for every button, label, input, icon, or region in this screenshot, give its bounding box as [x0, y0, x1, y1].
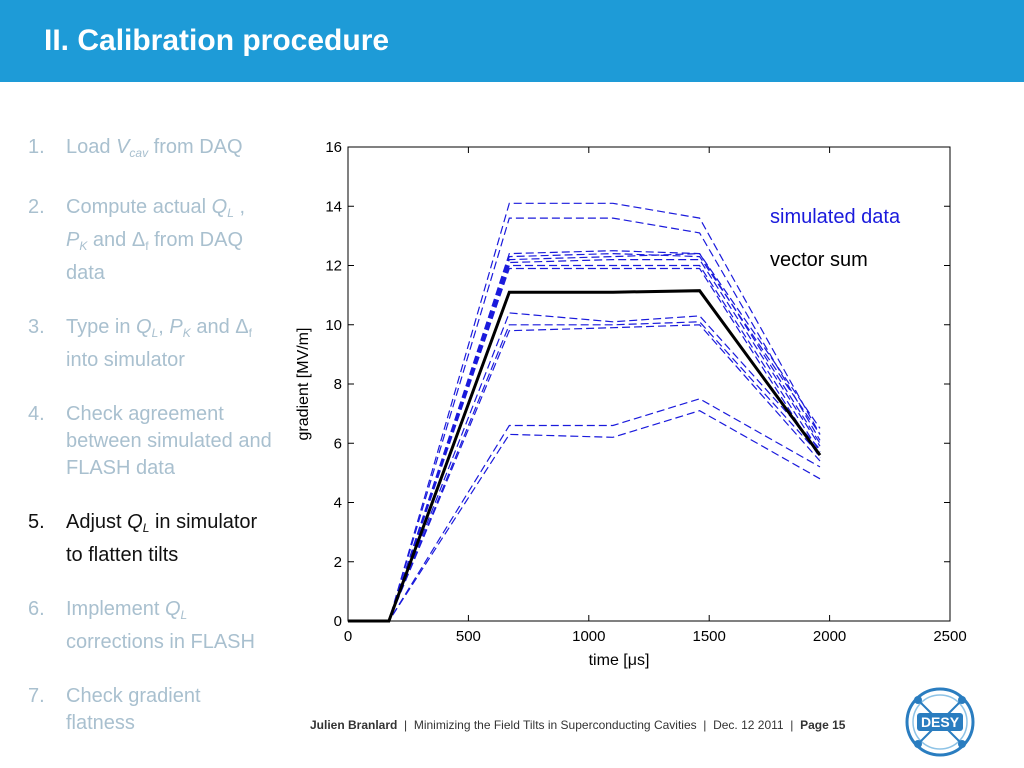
footer-separator: |: [790, 718, 794, 732]
symbol: P: [169, 316, 183, 338]
symbol: V: [116, 136, 130, 158]
step-number: 7.: [28, 685, 45, 707]
step-text: to flatten tilts: [66, 544, 179, 566]
y-tick-label: 4: [333, 494, 342, 512]
step-text: Compute actual: [66, 196, 212, 218]
step-text: in simulator: [149, 511, 258, 533]
x-tick-label: 2500: [933, 628, 967, 645]
step-6: [28, 596, 298, 656]
symbol: Q: [127, 511, 143, 533]
subscript: L: [227, 206, 234, 220]
step-number: 4.: [28, 403, 45, 425]
step-text: into simulator: [66, 349, 185, 371]
subscript: L: [151, 326, 159, 340]
x-tick-label: 1500: [692, 628, 726, 645]
step-text: data: [66, 262, 105, 284]
y-tick-label: 14: [325, 198, 342, 216]
subscript: K: [79, 239, 88, 253]
gradient-chart: [292, 130, 982, 680]
step-text: corrections in FLASH: [66, 631, 255, 653]
step-2: [28, 194, 298, 287]
step-3: [28, 314, 298, 374]
step-text: Check gradient flatness: [66, 685, 201, 734]
steps-list: [28, 134, 298, 764]
subscript: cav: [129, 146, 149, 160]
step-text: Adjust: [66, 511, 128, 533]
step-7: [28, 683, 246, 737]
footer-separator: |: [703, 718, 707, 732]
subscript: K: [182, 326, 191, 340]
footer-date: Dec. 12 2011: [713, 718, 784, 732]
subscript: L: [180, 608, 188, 622]
desy-logo: [904, 686, 976, 758]
x-tick-label: 500: [455, 628, 481, 645]
step-text: Load: [66, 136, 117, 158]
y-tick-label: 16: [325, 139, 342, 156]
x-axis-label: time [μs]: [588, 652, 650, 669]
step-4: [28, 401, 298, 482]
y-axis-label: gradient [MV/m]: [295, 327, 312, 441]
x-tick-label: 1000: [572, 628, 606, 645]
y-tick-label: 8: [333, 376, 342, 393]
step-number: 1.: [28, 136, 45, 158]
step-text: ,: [233, 196, 246, 218]
step-text: and: [87, 229, 132, 251]
annotation-vector-sum: vector sum: [770, 249, 868, 271]
y-tick-label: 0: [333, 613, 342, 630]
step-number: 6.: [28, 598, 45, 620]
symbol: P: [66, 229, 80, 251]
step-text: from DAQ: [148, 136, 243, 158]
step-number: 2.: [28, 196, 45, 218]
footer-page: Page 15: [800, 718, 846, 732]
x-tick-label: 2000: [812, 628, 847, 645]
symbol: Δ: [131, 229, 146, 251]
step-text: Check agreement between simulated and FLASH data: [66, 403, 272, 479]
slide-title: II. Calibration procedure: [44, 24, 390, 57]
step-text: from DAQ: [148, 229, 243, 251]
step-1: [28, 134, 298, 167]
footer-separator: |: [404, 718, 408, 732]
footer: [310, 718, 845, 732]
footer-author: Julien Branlard: [310, 718, 398, 732]
logo-text: DESY: [920, 714, 960, 730]
step-number: 5.: [28, 511, 45, 533]
step-text: and: [190, 316, 236, 338]
subscript: f: [248, 326, 252, 340]
step-text: Type in: [66, 316, 137, 338]
step-5: [28, 509, 298, 569]
y-tick-label: 6: [333, 435, 342, 453]
y-tick-label: 10: [325, 316, 342, 334]
subscript: L: [142, 521, 150, 535]
symbol: Q: [164, 598, 181, 620]
y-tick-label: 12: [325, 257, 342, 275]
annotation-simulated-data: simulated data: [770, 206, 901, 228]
y-tick-label: 2: [333, 553, 342, 571]
step-text: Implement: [66, 598, 165, 620]
subscript: f: [145, 239, 149, 253]
symbol: Δ: [235, 316, 249, 338]
step-text: ,: [158, 316, 170, 338]
footer-title: Minimizing the Field Tilts in Superconducting Cavities: [413, 718, 697, 732]
step-number: 3.: [28, 316, 45, 338]
symbol: Q: [211, 196, 228, 218]
x-tick-label: 0: [343, 628, 353, 645]
header-bar: [0, 0, 1024, 82]
symbol: Q: [136, 316, 152, 338]
